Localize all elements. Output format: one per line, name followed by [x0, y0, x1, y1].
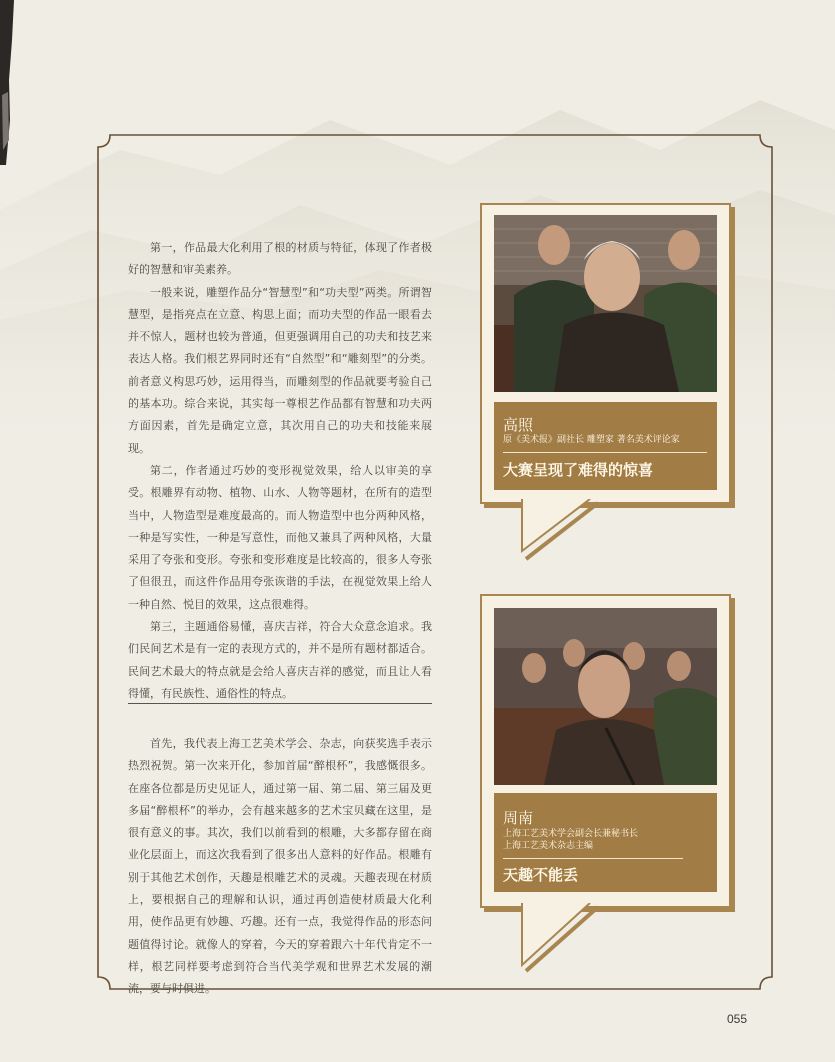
article-section-2: [128, 733, 432, 1001]
ink-stroke-decoration: [0, 0, 14, 165]
speaker-name: 高照: [503, 416, 534, 434]
speaker-role-line: 上海工艺美术学会副会长兼秘书长: [503, 829, 639, 839]
speaker-callout-gao-zhao: [480, 203, 731, 504]
speaker-caption: [494, 793, 717, 892]
speaker-role: [503, 828, 638, 852]
speaker-headline: 大赛呈现了难得的惊喜: [503, 461, 654, 479]
speech-tail: [520, 903, 600, 973]
speaker-photo: [494, 215, 717, 392]
caption-divider: [503, 452, 707, 453]
speech-tail: [520, 499, 600, 561]
page-number: 055: [727, 1012, 748, 1026]
paragraph: 一般来说，雕塑作品分“智慧型”和“功夫型”两类。所谓智慧型，是指亮点在立意、构思上面；而功夫型的作品一眼看去并不惊人，题材也较为普通，但更强调用自己的功夫和技艺来表达人格。我们根艺界同时还有“自然型”和“雕刻型”的分类。前者意义构思巧妙，运用得当，而雕刻型的作品就要考验自己的基本功。综合来说，其实每一尊根艺作品都有智慧和功夫两方面因素，首先是确定立意，其次用自己的功夫和技能来展现。: [128, 285, 432, 455]
speaker-callout-zhou-nan: [480, 594, 731, 908]
speaker-headline: 天趣不能丢: [503, 866, 579, 884]
caption-divider: [503, 858, 683, 859]
speaker-name: 周南: [503, 809, 534, 827]
speaker-role: 原《美术报》副社长 雕塑家 著名美术评论家: [503, 435, 680, 445]
article-section-1: [128, 237, 432, 705]
paragraph: 第二，作者通过巧妙的变形视觉效果，给人以审美的享受。根雕界有动物、植物、山水、人物等题材，在所有的造型当中，人物造型是难度最高的。而人物造型中也分两种风格，一种是写实性，一种是写意性，而他又兼具了两种风格，大量采用了夸张和变形。夸张和变形难度是比较高的，很多人夸张了但很丑，而这件作品用夸张诙谐的手法，在视觉效果上给人一种自然、悦目的效果，这点很难得。: [128, 463, 432, 611]
paragraph: 第三，主题通俗易懂，喜庆吉祥，符合大众意念追求。我们民间艺术是有一定的表现方式的，并不是所有题材都适合。民间艺术最大的特点就是会给人喜庆吉祥的感觉，而且让人看得懂，有民族性、通俗性的特点。: [128, 620, 432, 700]
speaker-photo: [494, 608, 717, 785]
speaker-caption: [494, 402, 717, 490]
speaker-role-line: 上海工艺美术杂志主编: [503, 841, 594, 851]
paragraph: 首先，我代表上海工艺美术学会、杂志，向获奖选手表示热烈祝贺。第一次来开化，参加首届“醉根杯”，我感慨很多。在座各位都是历史见证人，通过第一届、第二届、第三届及更多届“醉根杯”的举办，会有越来越多的艺术宝贝藏在这里，是很有意义的事。其次，我们以前看到的根雕，大多都存留在商业化层面上，而这次我看到了很多出人意料的好作品。根雕有别于其他艺术创作，天趣是根雕艺术的灵魂。天趣表现在材质上，要根据自己的理解和认识，通过再创造使材质最大化利用，使作品更有妙趣、巧趣。还有一点，我觉得作品的形态问题值得讨论。就像人的穿着，今天的穿着跟六十年代肯定不一样，根艺同样要考虑到符合当代美学观和世界艺术发展的潮流，要与时俱进。: [128, 737, 432, 996]
section-divider: [128, 703, 432, 704]
paragraph: 第一，作品最大化利用了根的材质与特征，体现了作者极好的智慧和审美素养。: [128, 241, 432, 277]
